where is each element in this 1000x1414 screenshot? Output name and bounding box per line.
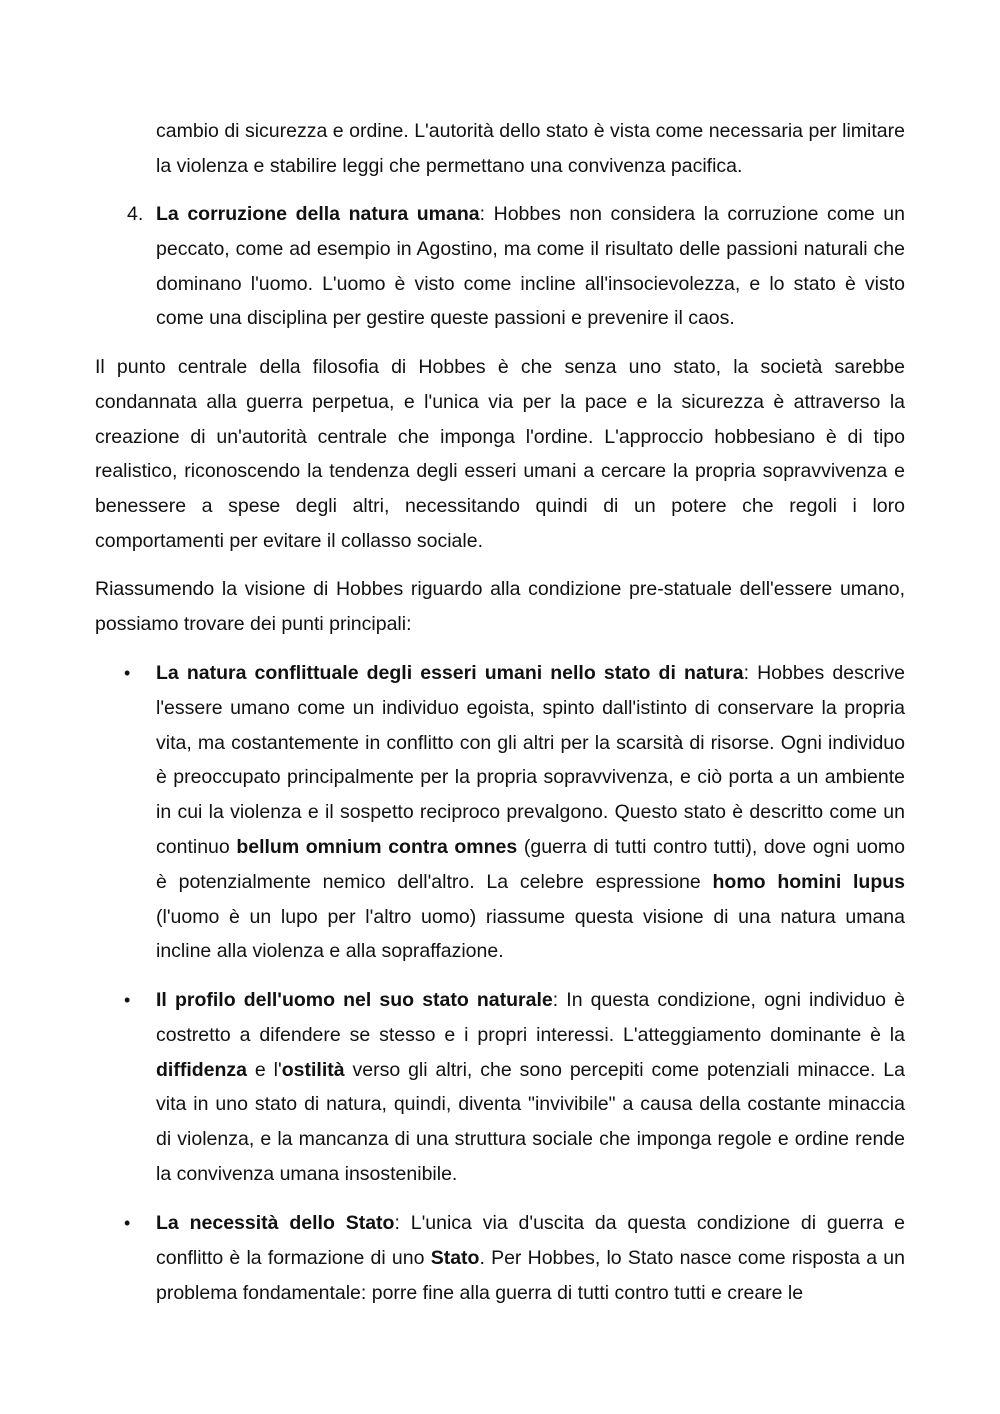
item-text: : Hobbes non considera la corruzione come un peccato, come ad esempio in Agostino, ma come il risultato delle passioni naturali che dominano l'uomo. L'uomo è visto come incline all'insocievolezza, e lo stato è visto come una disciplina per gestire queste passioni e prevenire il caos. [156, 203, 905, 330]
item-title: Il profilo dell'uomo nel suo stato naturale [156, 989, 553, 1011]
item-title: La natura conflittuale degli esseri umani nello stato di natura [156, 662, 744, 684]
bullet-list-item [156, 656, 905, 969]
bold-term: bellum omnium contra omnes [236, 835, 518, 858]
item-title: La corruzione della natura umana [156, 203, 480, 225]
bold-term: ostilità [281, 1058, 345, 1081]
item-text: : L'unica via d'uscita da questa condizione di guerra e conflitto è la formazione di uno [156, 1212, 905, 1269]
item-text: (guerra di tutti contro tutti), dove ogni uomo è potenzialmente nemico dell'altro. La celebre espressione [156, 835, 905, 893]
item-text: : Hobbes descrive l'essere umano come un individuo egoista, spinto dall'istinto di conservare la propria vita, ma costantemente in conflitto con gli altri per la scarsità di risorse. Ogni individuo è preoccupato principalmente per la propria sopravvivenza, e ciò porta a un ambiente in cui la violenza e il sospetto reciproco prevalgono. Questo stato è descritto come un continuo [156, 662, 905, 858]
body-paragraph: Riassumendo la visione di Hobbes riguardo alla condizione pre-statuale dell'essere umano, possiamo trovare dei punti principali: [95, 578, 905, 635]
bullet-list-item [156, 1206, 905, 1310]
body-paragraph: Il punto centrale della filosofia di Hobbes è che senza uno stato, la società sarebbe condannata alla guerra perpetua, e l'unica via per la pace e la sicurezza è attraverso la creazione di un'autorità centrale che imponga l'ordine. L'approccio hobbesiano è di tipo realistico, riconoscendo la tendenza degli esseri umani a cercare la propria sopravvivenza e benessere a spese degli altri, necessitando quindi di un potere che regoli i loro comportamenti per evitare il collasso sociale. [95, 356, 905, 552]
item-text: verso gli altri, che sono percepiti come potenziali minacce. La vita in uno stato di natura, quindi, diventa "invivibile" a causa della costante minaccia di violenza, e la mancanza di una struttura sociale che imponga regole e ordine rende la convivenza umana insostenibile. [156, 1058, 905, 1185]
item-text: e l' [247, 1058, 282, 1081]
continuation-text: cambio di sicurezza e ordine. L'autorità dello stato è vista come necessaria per limitare la violenza e stabilire leggi che permettano una convivenza pacifica. [156, 120, 905, 177]
numbered-list-item [156, 197, 905, 336]
item-text: (l'uomo è un lupo per l'altro uomo) riassume questa visione di una natura umana incline alla violenza e alla sopraffazione. [156, 905, 905, 963]
bullet-marker: • [124, 990, 131, 1010]
bullet-marker: • [124, 663, 131, 683]
item-title: La necessità dello Stato [156, 1212, 395, 1234]
bullet-marker: • [124, 1213, 131, 1233]
bullet-list-item [156, 983, 905, 1192]
bold-term: homo homini lupus [712, 870, 905, 893]
list-number: 4. [127, 203, 144, 225]
bold-term: Stato [430, 1246, 480, 1269]
bold-term: diffidenza [156, 1058, 247, 1081]
item-text: : In questa condizione, ogni individuo è costretto a difendere se stesso e i propri interessi. L'atteggiamento dominante è la [156, 989, 905, 1046]
item-text: . Per Hobbes, lo Stato nasce come risposta a un problema fondamentale: porre fine alla guerra di tutti contro tutti e creare le [156, 1246, 905, 1304]
